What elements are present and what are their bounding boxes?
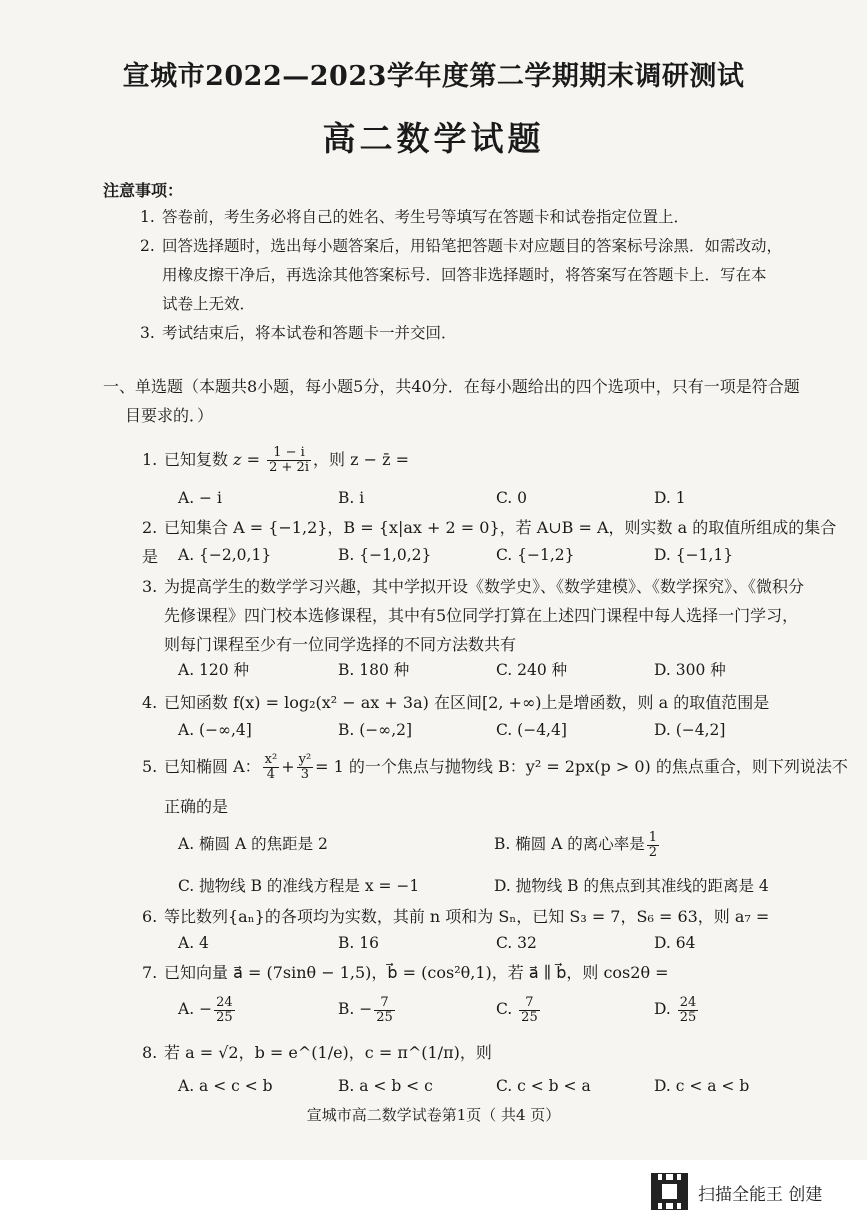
option-a: A. 120 种	[178, 661, 250, 679]
option-b: B. {−1,0,2}	[338, 546, 432, 564]
question-8: 8. 若 a = √2，b = e^(1/e)，c = π^(1/π)，则	[142, 1043, 492, 1062]
options-q4	[178, 716, 858, 744]
question-6: 6. 等比数列{aₙ}的各项均为实数，其前 n 项和为 Sₙ，已知 S₃ = 7，S₆ = 63，则 a₇ =	[142, 907, 770, 926]
option-d: D. 300 种	[654, 661, 726, 679]
option-a: A. 椭圆 A 的焦距是 2	[178, 835, 328, 853]
notes-heading: 注意事项：	[103, 181, 184, 200]
option-b: B. a < b < c	[338, 1077, 433, 1095]
options-q2	[178, 541, 858, 569]
option-b: B. 椭圆 A 的离心率是 $\frac{1}{2}$	[494, 829, 658, 860]
options-q5-row2	[178, 872, 858, 900]
option-c: C. (−4,4]	[496, 721, 567, 739]
page-footer: 宣城市高二数学试卷第1页（ 共4 页）	[306, 1106, 561, 1124]
option-a: A. − i	[178, 489, 222, 507]
fraction: $\frac{7}{25}$	[521, 994, 538, 1025]
option-b: B. 180 种	[338, 661, 410, 679]
option-c: C. 240 种	[496, 661, 568, 679]
option-b: B. i	[338, 489, 365, 507]
option-b: B. − $\frac{7}{25}$	[338, 994, 393, 1025]
fraction: $\frac{24}{25}$	[216, 994, 233, 1025]
option-d: D. {−1,1}	[654, 546, 734, 564]
section-heading: 一、单选题（本题共8小题，每小题5分，共40分．在每小题给出的四个选项中，只有一项是符合题 目要求的．）	[103, 377, 800, 425]
option-d: D. 抛物线 B 的焦点到其准线的距离是 4	[494, 877, 769, 895]
fraction: $\frac{7}{25}$	[376, 994, 393, 1025]
option-b: B. (−∞,2]	[338, 721, 413, 739]
question-2: 2. 已知集合 A = {−1,2}，B = {x|ax + 2 = 0}，若 A∪B = A，则实数 a 的取值所组成的集合是	[142, 518, 837, 566]
option-a: A. a < c < b	[178, 1077, 273, 1095]
option-d: D. c < a < b	[654, 1077, 750, 1095]
option-d: D. 1	[654, 489, 686, 507]
fraction: $\frac{\text{y²}}{3}$	[298, 752, 312, 782]
options-q1	[178, 484, 858, 512]
option-c: C. {−1,2}	[496, 546, 575, 564]
exam-title: 宣城市2022—2023学年度第二学期期末调研测试	[122, 61, 745, 92]
option-c: C. $\frac{7}{25}$	[496, 994, 538, 1025]
option-c: C. 32	[496, 934, 537, 952]
options-q5-row1	[178, 830, 858, 858]
option-d: D. $\frac{24}{25}$	[654, 994, 697, 1025]
exam-subtitle: 高二数学试题	[322, 119, 545, 158]
fraction: $\frac{1}{2}$	[648, 829, 658, 860]
option-c: C. 抛物线 B 的准线方程是 x = −1	[178, 877, 420, 895]
question-3: 3. 为提高学生的数学学习兴趣，其中学拟开设《数学史》、《数学建模》、《数学探究》、《微积分 先修课程》四门校本选修课程，其中有5位同学打算在上述四门课程中每人选择一门学习， 则每门课程至少有一位同学选择的不同方法数共有	[142, 577, 805, 654]
note-item: 3. 考试结束后，将本试卷和答题卡一并交回．	[140, 324, 457, 342]
option-a: A. {−2,0,1}	[178, 546, 272, 564]
fraction: $\frac{\text{x²}}{4}$	[264, 752, 278, 782]
option-c: C. c < b < a	[496, 1077, 591, 1095]
question-1: 1. 已知复数 z = $\frac{1 - i}{2 + 2i}$ ，则 z − z̄ =	[142, 445, 410, 475]
options-q3	[178, 656, 858, 684]
fraction: $\frac{24}{25}$	[679, 994, 697, 1025]
question-7: 7. 已知向量 a⃗ = (7sinθ − 1,5)，b⃗ = (cos²θ,1)，若 a⃗ ∥ b⃗，则 cos2θ =	[142, 963, 669, 982]
note-item: 1. 答卷前，考生务必将自己的姓名、考生号等填写在答题卡和试卷指定位置上．	[140, 208, 690, 226]
options-q8	[178, 1072, 858, 1100]
option-a: A. (−∞,4]	[178, 721, 252, 739]
option-c: C. 0	[496, 489, 528, 507]
options-q7	[178, 995, 858, 1035]
option-a: A. − $\frac{24}{25}$	[178, 994, 233, 1025]
question-4: 4. 已知函数 f(x) = log₂(x² − ax + 3a) 在区间[2, +∞)上是增函数，则 a 的取值范围是	[142, 693, 770, 712]
note-item: 2. 回答选择题时，选出每小题答案后，用铅笔把答题卡对应题目的答案标号涂黑．如需改动， 用橡皮擦干净后，再选涂其他答案标号．回答非选择题时，将答案写在答题卡上．写在本 试卷上无效．	[140, 237, 783, 313]
option-b: B. 16	[338, 934, 379, 952]
question-5: 5. 已知椭圆 A： $\frac{\text{x²}}{4}$ + $\frac{\text{y²}}{3}$ = 1 的一个焦点与抛物线 B：y² = 2px(p > 0) 的焦点重合，则下列说法不 正确的是	[142, 752, 848, 816]
option-d: D. 64	[654, 934, 696, 952]
option-a: A. 4	[178, 934, 209, 952]
options-q6	[178, 929, 858, 957]
scanner-brand: 扫描全能王 创建	[698, 1185, 823, 1205]
qr-code-icon	[651, 1173, 688, 1210]
option-d: D. (−4,2]	[654, 721, 726, 739]
fraction: $\frac{1 - i}{2 + 2i}$	[269, 445, 309, 475]
